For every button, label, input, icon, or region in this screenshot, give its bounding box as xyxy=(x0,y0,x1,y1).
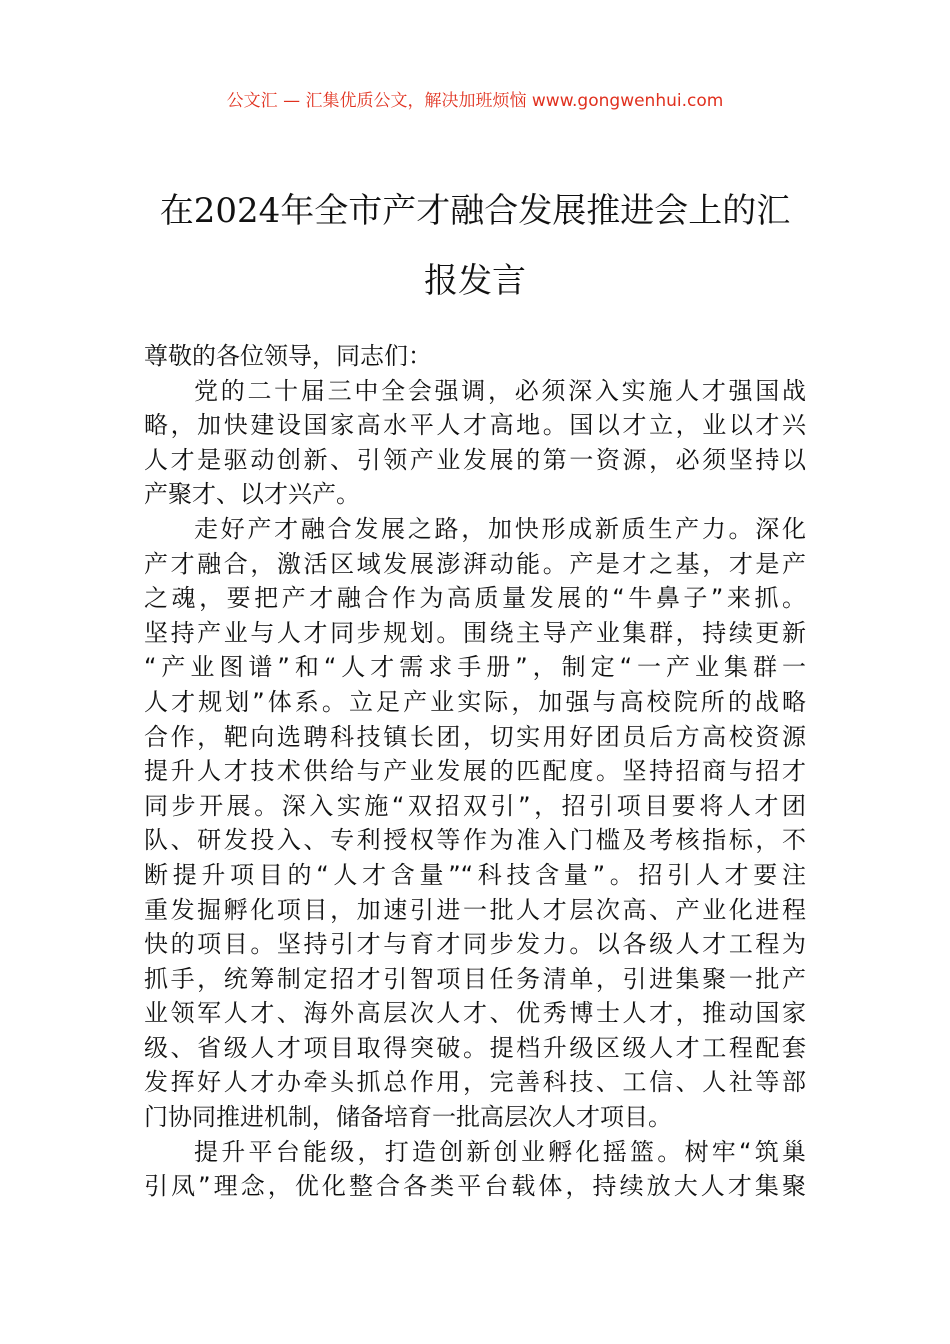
paragraph-line: 走好产才融合发展之路，加快形成新质生产力。深化 xyxy=(194,514,806,543)
paragraph-line: 发挥好人才办牵头抓总作用，完善科技、工信、人社等部 xyxy=(144,1068,806,1097)
title-line: 报发言 xyxy=(424,261,526,301)
document-title xyxy=(140,176,810,316)
paragraph-line: “产业图谱”和“人才需求手册”，制定“一产业集群一 xyxy=(144,653,806,682)
paragraph-line: 引凤”理念，优化整合各类平台载体，持续放大人才集聚 xyxy=(144,1172,806,1201)
title-line: 在2024年全市产才融合发展推进会上的汇 xyxy=(159,191,791,231)
document-body xyxy=(144,339,806,1204)
paragraph-line: 之魂，要把产才融合作为高质量发展的“牛鼻子”来抓。 xyxy=(144,584,806,613)
paragraph-line: 产聚才、以才兴产。 xyxy=(144,480,360,509)
paragraph-line: 级、省级人才项目取得突破。提档升级区级人才工程配套 xyxy=(144,1033,806,1062)
paragraph-line: 快的项目。坚持引才与育才同步发力。以各级人才工程为 xyxy=(144,930,806,959)
paragraph-line: 尊敬的各位领导，同志们： xyxy=(144,342,432,370)
paragraph xyxy=(144,1135,806,1204)
paragraph-line: 党的二十届三中全会强调，必须深入实施人才强国战 xyxy=(194,376,806,405)
paragraph-line: 重发掘孵化项目，加速引进一批人才层次高、产业化进程 xyxy=(144,895,806,924)
paragraph-line: 产才融合，激活区域发展澎湃动能。产是才之基，才是产 xyxy=(144,549,806,578)
watermark-banner: 公文汇 — 汇集优质公文，解决加班烦恼 www.gongwenhui.com xyxy=(226,91,724,111)
paragraph-line: 断提升项目的“人才含量”“科技含量”。招引人才要注 xyxy=(144,860,806,889)
paragraph-line: 门协同推进机制，储备培育一批高层次人才项目。 xyxy=(144,1103,672,1132)
paragraph-line: 坚持产业与人才同步规划。围绕主导产业集群，持续更新 xyxy=(144,618,806,647)
paragraph-line: 提升人才技术供给与产业发展的匹配度。坚持招商与招才 xyxy=(144,757,806,786)
paragraph-line: 队、研发投入、专利授权等作为准入门槛及考核指标，不 xyxy=(144,826,806,855)
paragraph-line: 人才是驱动创新、引领产业发展的第一资源，必须坚持以 xyxy=(144,445,806,474)
paragraph xyxy=(144,512,806,1135)
paragraph-line: 提升平台能级，打造创新创业孵化摇篮。树牢“筑巢 xyxy=(194,1137,806,1166)
paragraph xyxy=(144,374,806,512)
paragraph-line: 抓手，统筹制定招才引智项目任务清单，引进集聚一批产 xyxy=(144,964,806,993)
paragraph-line: 略，加快建设国家高水平人才高地。国以才立，业以才兴 xyxy=(144,411,806,440)
paragraph-line: 人才规划”体系。立足产业实际，加强与高校院所的战略 xyxy=(144,687,806,716)
paragraph-line: 业领军人才、海外高层次人才、优秀博士人才，推动国家 xyxy=(144,999,806,1028)
paragraph xyxy=(144,339,806,374)
paragraph-line: 合作，靶向选聘科技镇长团，切实用好团员后方高校资源 xyxy=(144,722,806,751)
paragraph-line: 同步开展。深入实施“双招双引”，招引项目要将人才团 xyxy=(144,791,806,820)
